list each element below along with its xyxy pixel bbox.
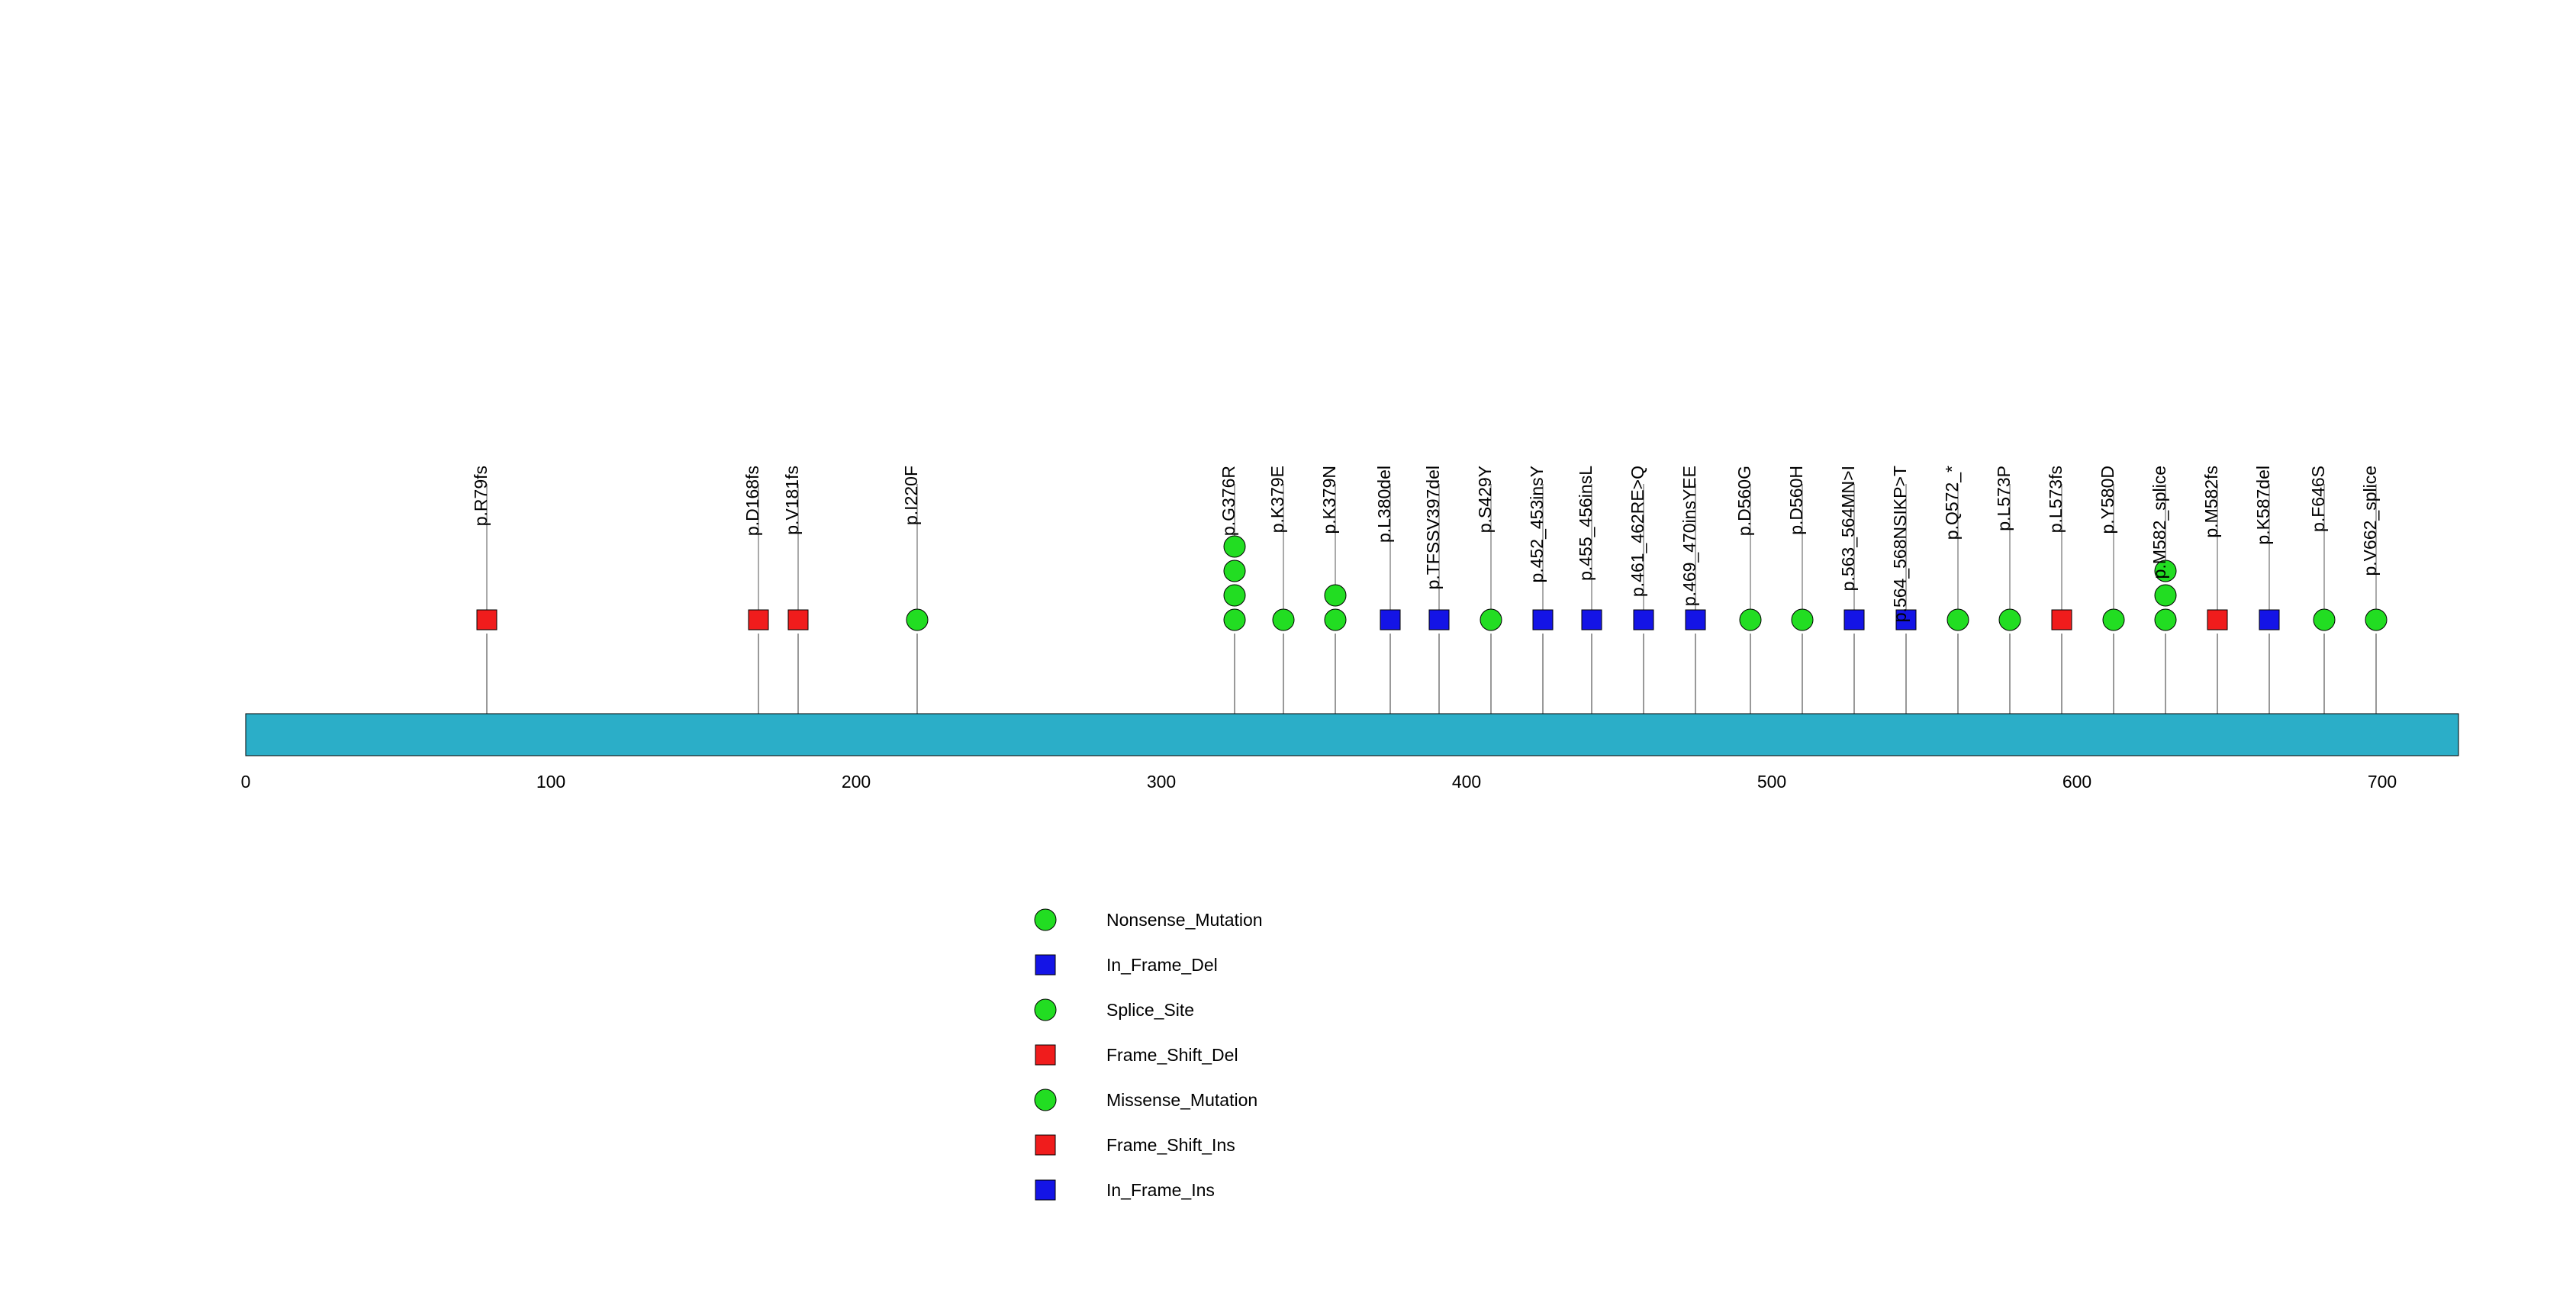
mutation-marker-square[interactable]: [1533, 610, 1553, 630]
mutation-label: p.Y580D: [2098, 466, 2117, 534]
mutation-marker-square[interactable]: [2207, 610, 2227, 630]
mutation-label: p.TFSSV397del: [1423, 466, 1443, 590]
mutation-label: p.D168fs: [742, 466, 762, 537]
axis-tick-label: 300: [1146, 772, 1177, 792]
mutation-label: p.L573fs: [2046, 466, 2066, 534]
mutation-marker-circle[interactable]: [1480, 609, 1502, 630]
legend-item-label: Frame_Shift_Ins: [1106, 1135, 1235, 1155]
mutation-marker-square[interactable]: [2259, 610, 2279, 630]
mutation-marker-circle[interactable]: [2155, 585, 2176, 606]
axis-tick-label: 700: [2367, 772, 2397, 792]
legend-item-label: Frame_Shift_Del: [1106, 1045, 1238, 1065]
mutation-marker-square[interactable]: [1634, 610, 1653, 630]
mutation-marker-circle[interactable]: [1740, 609, 1761, 630]
mutation-label: p.L380del: [1374, 466, 1394, 543]
mutation-marker-circle[interactable]: [1224, 536, 1245, 557]
legend-swatch-circle: [1035, 999, 1056, 1021]
mutation-marker-circle[interactable]: [1273, 609, 1294, 630]
mutation-marker-circle[interactable]: [1999, 609, 2021, 630]
axis-group: [241, 772, 2397, 792]
mutation-marker-square[interactable]: [1380, 610, 1400, 630]
mutation-label: p.G376R: [1219, 466, 1238, 537]
mutation-marker-circle[interactable]: [2365, 609, 2387, 630]
mutation-marker-circle[interactable]: [2155, 609, 2176, 630]
mutation-marker-circle[interactable]: [1325, 609, 1346, 630]
mutation-label: p.V181fs: [782, 466, 802, 535]
mutation-marker-square[interactable]: [1429, 610, 1449, 630]
mutation-marker-square[interactable]: [1686, 610, 1705, 630]
legend-swatch-square: [1035, 1135, 1055, 1155]
mutation-label: p.I220F: [901, 466, 921, 525]
legend-swatch-square: [1035, 1180, 1055, 1200]
axis-tick-label: 400: [1451, 772, 1482, 792]
mutation-label: p.455_456insL: [1576, 466, 1596, 581]
mutation-labels-group: [471, 466, 2380, 622]
legend-swatch-square: [1035, 955, 1055, 975]
legend-item-label: Missense_Mutation: [1106, 1090, 1258, 1110]
mutation-label: p.D560G: [1734, 466, 1754, 537]
mutation-label: p.D560H: [1786, 466, 1806, 535]
mutation-marker-circle[interactable]: [1224, 560, 1245, 582]
protein-bar: [246, 714, 2458, 756]
mutation-label: p.L573P: [1994, 466, 2014, 531]
mutation-marker-circle[interactable]: [906, 609, 928, 630]
mutation-marker-circle[interactable]: [1947, 609, 1969, 630]
mutation-label: p.K587del: [2253, 466, 2273, 545]
mutation-marker-square[interactable]: [477, 610, 497, 630]
mutation-marker-circle[interactable]: [1224, 609, 1245, 630]
mutation-label: p.R79fs: [471, 466, 491, 527]
mutation-label: p.452_453insY: [1527, 466, 1547, 583]
mutation-label: p.M582fs: [2201, 466, 2221, 538]
axis-tick-label: 500: [1757, 772, 1787, 792]
mutation-marker-circle[interactable]: [1792, 609, 1813, 630]
mutation-label: p.M582_splice: [2149, 466, 2169, 579]
mutation-marker-circle[interactable]: [1224, 585, 1245, 606]
mutation-marker-square[interactable]: [788, 610, 808, 630]
legend-item-label: In_Frame_Ins: [1106, 1180, 1215, 1200]
mutation-label: p.F646S: [2308, 466, 2328, 532]
axis-tick-label: 200: [841, 772, 871, 792]
legend-item-label: In_Frame_Del: [1106, 955, 1218, 975]
mutation-marker-circle[interactable]: [1325, 585, 1346, 606]
legend-group: [1035, 909, 1263, 1200]
axis-tick-label: 0: [240, 772, 251, 792]
legend-item-label: Splice_Site: [1106, 1000, 1195, 1020]
legend-swatch-circle: [1035, 1089, 1056, 1111]
mutation-label: p.V662_splice: [2360, 466, 2380, 576]
legend-swatch-circle: [1035, 909, 1056, 930]
mutation-label: p.469_470insYEE: [1679, 466, 1699, 607]
mutation-label: p.K379N: [1319, 466, 1339, 534]
mutation-label: p.Q572_*: [1942, 466, 1962, 540]
axis-tick-label: 100: [536, 772, 566, 792]
legend-item-label: Nonsense_Mutation: [1106, 910, 1263, 930]
protein-bar-group: [246, 714, 2458, 756]
mutation-marker-square[interactable]: [2052, 610, 2072, 630]
mutation-label: p.564_568NSIKP>T: [1890, 466, 1910, 623]
mutation-label: p.S429Y: [1475, 466, 1495, 534]
mutation-label: p.563_564MN>I: [1838, 466, 1858, 592]
legend-swatch-square: [1035, 1045, 1055, 1065]
mutation-marker-square[interactable]: [749, 610, 768, 630]
mutation-marker-square[interactable]: [1844, 610, 1864, 630]
mutation-marker-circle[interactable]: [2103, 609, 2124, 630]
mutation-label: p.K379E: [1267, 466, 1287, 534]
mutation-marker-square[interactable]: [1582, 610, 1602, 630]
axis-tick-label: 600: [2062, 772, 2092, 792]
mutation-label: p.461_462RE>Q: [1628, 466, 1647, 597]
mutation-marker-circle[interactable]: [2314, 609, 2335, 630]
